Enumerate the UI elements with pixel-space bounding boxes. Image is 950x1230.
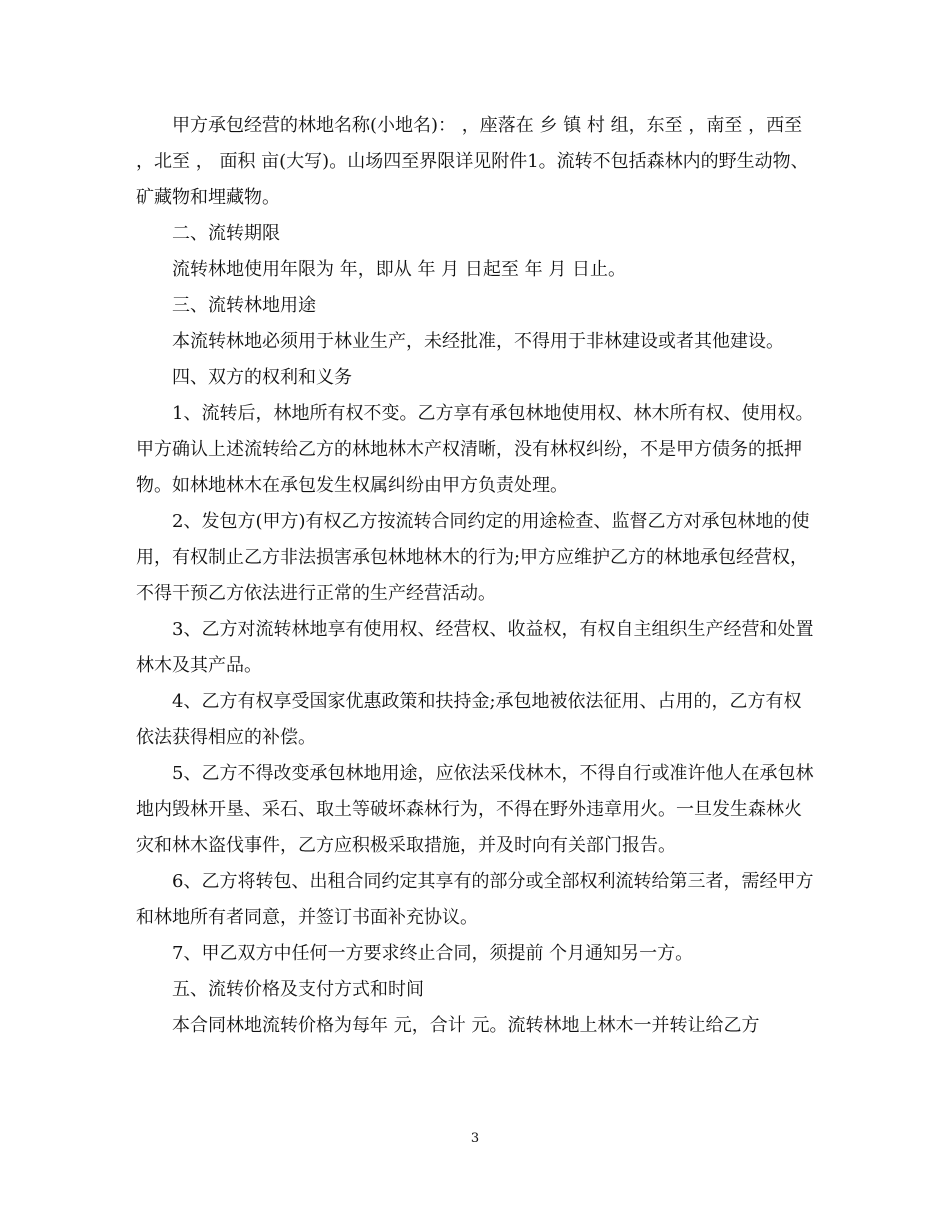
paragraph-usage: 本流转林地必须用于林业生产，未经批准，不得用于非林建设或者其他建设。	[172, 331, 784, 352]
paragraph-clause-5: 5、乙方不得改变承包林地用途，应依法采伐林木，不得自行或准许他人在承包林地内毁林开垦、采石、取土等破坏森林行为，不得在野外违章用火。一旦发生森林火灾和林木盗伐事件，乙方应积极采取措施，并及时向有关部门报告。	[136, 763, 814, 856]
paragraph-location: 甲方承包经营的林地名称(小地名)： ，座落在 乡 镇 村 组，东至 ，南至 ，西至 ，北至 ， 面积 亩(大写)。山场四至界限详见附件1。流转不包括森林内的野生动物、矿藏物和埋藏物。	[136, 115, 809, 208]
paragraph-clause-2: 2、发包方(甲方)有权乙方按流转合同约定的用途检查、监督乙方对承包林地的使用，有权制止乙方非法损害承包林地林木的行为;甲方应维护乙方的林地承包经营权，不得干预乙方依法进行正常的生产经营活动。	[136, 511, 810, 604]
heading-term: 二、流转期限	[172, 223, 280, 244]
document-body	[136, 108, 818, 1044]
heading-rights-obligations: 四、双方的权利和义务	[172, 367, 352, 388]
page-number: 3	[470, 1131, 480, 1146]
paragraph-clause-6: 6、乙方将转包、出租合同约定其享有的部分或全部权利流转给第三者，需经甲方和林地所有者同意，并签订书面补充协议。	[136, 871, 814, 928]
paragraph-clause-4: 4、乙方有权享受国家优惠政策和扶持金;承包地被依法征用、占用的，乙方有权依法获得相应的补偿。	[136, 691, 802, 748]
paragraph-clause-7: 7、甲乙双方中任何一方要求终止合同，须提前 个月通知另一方。	[172, 943, 694, 964]
heading-usage: 三、流转林地用途	[172, 295, 316, 316]
paragraph-clause-1: 1、流转后，林地所有权不变。乙方享有承包林地使用权、林木所有权、使用权。甲方确认上述流转给乙方的林地林木产权清晰，没有林权纠纷，不是甲方债务的抵押物。如林地林木在承包发生权属纠纷由甲方负责处理。	[136, 403, 814, 496]
paragraph-price: 本合同林地流转价格为每年 元，合计 元。流转林地上林木一并转让给乙方	[172, 1015, 760, 1036]
paragraph-clause-3: 3、乙方对流转林地享有使用权、经营权、收益权，有权自主组织生产经营和处置林木及其产品。	[136, 619, 814, 676]
heading-price-payment: 五、流转价格及支付方式和时间	[172, 979, 424, 1000]
paragraph-term: 流转林地使用年限为 年，即从 年 月 日起至 年 月 日止。	[172, 259, 627, 280]
